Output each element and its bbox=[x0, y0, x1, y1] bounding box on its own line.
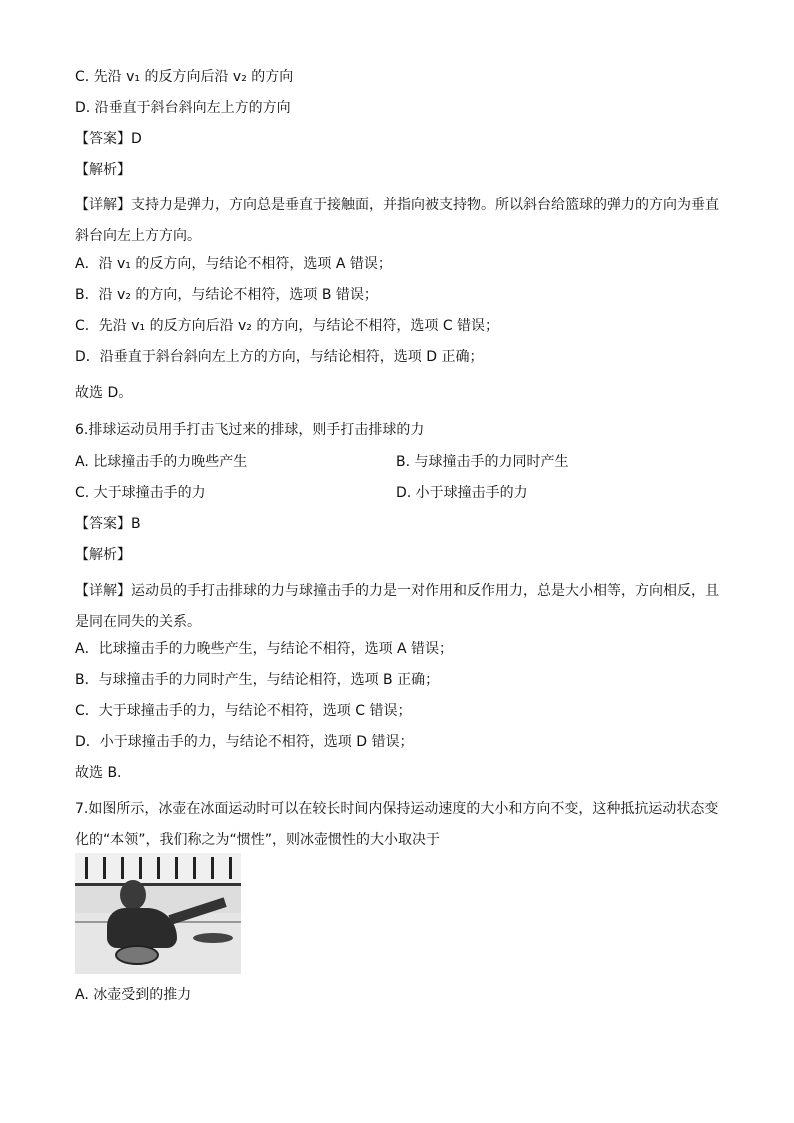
q6-option-c: C. 大于球撞击手的力 bbox=[75, 485, 206, 501]
option-d-prev: D. 沿垂直于斜台斜向左上方的方向 bbox=[75, 100, 291, 116]
q6-option-a: A. 比球撞击手的力晚些产生 bbox=[75, 454, 248, 470]
analysis-label-5: 【解析】 bbox=[75, 162, 131, 178]
curling-photo bbox=[75, 853, 241, 974]
conclusion-5: 故选 D。 bbox=[75, 385, 133, 401]
curling-stone-icon bbox=[115, 945, 159, 965]
detail-5-b: B．沿 v₂ 的方向，与结论不相符，选项 B 错误； bbox=[75, 287, 378, 303]
q7-option-a: A. 冰壶受到的推力 bbox=[75, 987, 192, 1003]
curler-head bbox=[120, 880, 146, 910]
detail-6: 【详解】运动员的手打击排球的力与球撞击手的力是一对作用和反作用力，总是大小相等，方向相反，且是同在同失的关系。 bbox=[75, 583, 719, 630]
conclusion-6: 故选 B. bbox=[75, 765, 122, 781]
question-7: 7.如图所示，冰壶在冰面运动时可以在较长时间内保持运动速度的大小和方向不变，这种抵抗运动状态变化的“本领”，我们称之为“惯性”，则冰壶惯性的大小取决于 bbox=[75, 801, 719, 848]
answer-5: 【答案】D bbox=[75, 131, 142, 147]
detail-5: 【详解】支持力是弹力，方向总是垂直于接触面，并指向被支持物。所以斜台给篮球的弹力的方向为垂直斜台向左上方方向。 bbox=[75, 197, 719, 244]
detail-5-d: D．沿垂直于斜台斜向左上方的方向，与结论相符，选项 D 正确； bbox=[75, 349, 484, 365]
detail-5-c: C．先沿 v₁ 的反方向后沿 v₂ 的方向，与结论不相符，选项 C 错误； bbox=[75, 318, 500, 334]
rink-fence bbox=[75, 853, 241, 886]
analysis-label-6: 【解析】 bbox=[75, 547, 131, 563]
broom-icon bbox=[193, 933, 233, 943]
detail-6-d: D．小于球撞击手的力，与结论不相符，选项 D 错误； bbox=[75, 734, 414, 750]
option-c-prev: C. 先沿 v₁ 的反方向后沿 v₂ 的方向 bbox=[75, 69, 294, 85]
question-6: 6.排球运动员用手打击飞过来的排球，则手打击排球的力 bbox=[75, 422, 425, 438]
detail-6-b: B．与球撞击手的力同时产生，与结论相符，选项 B 正确； bbox=[75, 672, 440, 688]
detail-6-a: A．比球撞击手的力晚些产生，与结论不相符，选项 A 错误； bbox=[75, 641, 454, 657]
q6-option-d: D. 小于球撞击手的力 bbox=[396, 485, 528, 501]
answer-6: 【答案】B bbox=[75, 516, 141, 532]
detail-6-c: C．大于球撞击手的力，与结论不相符，选项 C 错误； bbox=[75, 703, 412, 719]
detail-5-a: A．沿 v₁ 的反方向，与结论不相符，选项 A 错误； bbox=[75, 256, 392, 272]
q6-option-b: B. 与球撞击手的力同时产生 bbox=[396, 454, 569, 470]
